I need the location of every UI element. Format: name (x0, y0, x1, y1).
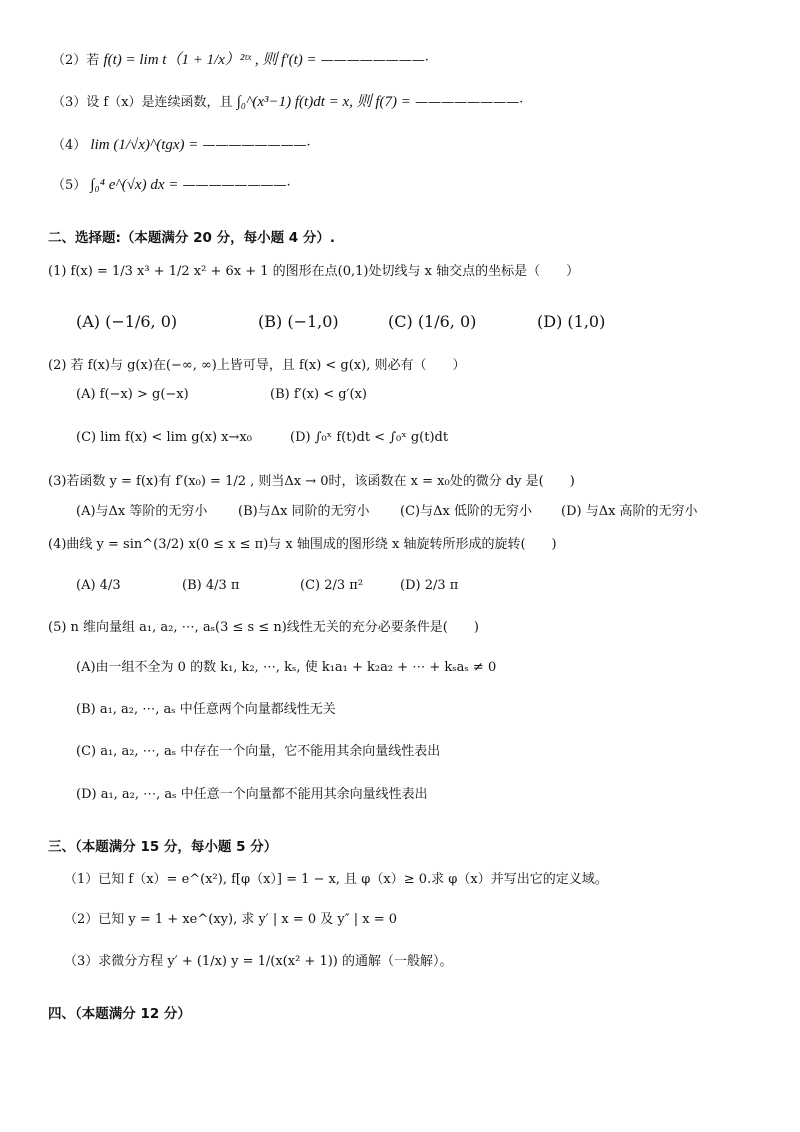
question-formula: f(t) = lim t（1 + 1/x）²ᵗˣ , 则 f′(t) = (103, 52, 317, 68)
choice-q1-option-a: (A) (−1/6, 0) (76, 312, 178, 331)
choice-q5-option-c: (C) a₁, a₂, ⋯, aₛ 中存在一个向量，它不能用其余向量线性表出 (76, 744, 441, 759)
choice-q2-option-b: (B) f′(x) < g′(x) (270, 387, 367, 402)
fill-q3: （3）设 f（x）是连续函数，且 ∫₀^(x³−1) f(t)dt = x, 则 f(7) = ————————· (52, 94, 524, 110)
choice-q2-stem: (2) 若 f(x)与 g(x)在(−∞, ∞)上皆可导，且 f(x) < g(x), 则必有（ ） (48, 358, 466, 373)
question-text: 设 f（x）是连续函数，且 (86, 95, 233, 110)
fill-q5: （5） ∫₀⁴ e^(√x) dx = ————————· (52, 177, 291, 193)
choice-q3-option-b: (B)与Δx 同阶的无穷小 (238, 504, 370, 519)
choice-q3-option-a: (A)与Δx 等阶的无穷小 (76, 504, 208, 519)
choice-q4-option-d: (D) 2/3 π (400, 578, 459, 593)
choice-q5-option-a: (A)由一组不全为 0 的数 k₁, k₂, ⋯, kₛ, 使 k₁a₁ + k₂a₂ + ⋯ + kₛaₛ ≠ 0 (76, 660, 497, 675)
question-number: （4） (52, 138, 87, 153)
choice-q3-stem: (3)若函数 y = f(x)有 f′(x₀) = 1/2 , 则当Δx → 0时，该函数在 x = x₀处的微分 dy 是( ) (48, 474, 575, 489)
choice-q2-option-a: (A) f(−x) > g(−x) (76, 387, 189, 402)
fill-q2: （2）若 f(t) = lim t（1 + 1/x）²ᵗˣ , 则 f′(t) = ————————· (52, 52, 429, 68)
choice-q5-option-d: (D) a₁, a₂, ⋯, aₛ 中任意一个向量都不能用其余向量线性表出 (76, 787, 428, 802)
choice-q4-option-b: (B) 4/3 π (182, 578, 240, 593)
choice-q1-option-c: (C) (1/6, 0) (388, 312, 477, 331)
choice-q1-option-b: (B) (−1,0) (258, 312, 339, 331)
choice-q3-option-c: (C)与Δx 低阶的无穷小 (400, 504, 532, 519)
choice-q1-option-d: (D) (1,0) (537, 312, 606, 331)
section-3-title: 三、（本题满分 15 分，每小题 5 分） (48, 839, 278, 855)
answer-blank: ———————— (320, 53, 425, 68)
question-formula: ∫₀^(x³−1) f(t)dt = x, 则 f(7) = (236, 94, 411, 110)
section-2-title: 二、选择题:（本题满分 20 分，每小题 4 分）. (48, 230, 336, 246)
choice-q5-option-b: (B) a₁, a₂, ⋯, aₛ 中任意两个向量都线性无关 (76, 702, 336, 717)
choice-q2-option-d: (D) ∫₀ˣ f(t)dt < ∫₀ˣ g(t)dt (290, 430, 449, 445)
answer-blank: ———————— (202, 138, 307, 153)
question-text: 若 (86, 53, 100, 68)
answer-blank: ———————— (182, 178, 287, 193)
section-3-q3: （3）求微分方程 y′ + (1/x) y = 1/(x(x² + 1)) 的通解（一般解）。 (64, 954, 453, 969)
answer-blank: ———————— (415, 95, 520, 110)
choice-q4-option-a: (A) 4/3 (76, 578, 121, 593)
question-number: （2） (52, 53, 87, 68)
choice-q1-stem: (1) f(x) = 1/3 x³ + 1/2 x² + 6x + 1 的图形在点(0,1)处切线与 x 轴交点的坐标是（ ） (48, 264, 580, 279)
section-3-q2: （2）已知 y = 1 + xe^(xy), 求 y′ | x = 0 及 y″ | x = 0 (64, 912, 398, 927)
question-number: （5） (52, 178, 87, 193)
choice-q4-stem: (4)曲线 y = sin^(3/2) x(0 ≤ x ≤ π)与 x 轴围成的图形绕 x 轴旋转所形成的旋转( ) (48, 537, 557, 552)
choice-q2-option-c: (C) lim f(x) < lim g(x) x→x₀ (76, 430, 252, 445)
question-formula: lim (1/√x)^(tgx) = (90, 137, 199, 153)
choice-q5-stem: (5) n 维向量组 a₁, a₂, ⋯, aₛ(3 ≤ s ≤ n)线性无关的充分必要条件是( ) (48, 620, 479, 635)
choice-q3-option-d: (D) 与Δx 高阶的无穷小 (561, 504, 698, 519)
section-3-q1: （1）已知 f（x）= e^(x²), f[φ（x）] = 1 − x, 且 φ（x）≥ 0.求 φ（x）并写出它的定义域。 (64, 872, 608, 887)
question-formula: ∫₀⁴ e^(√x) dx = (90, 177, 179, 193)
choice-q4-option-c: (C) 2/3 π² (300, 578, 364, 593)
question-number: （3） (52, 95, 87, 110)
section-4-title: 四、（本题满分 12 分） (48, 1006, 191, 1022)
fill-q4: （4） lim (1/√x)^(tgx) = ————————· (52, 137, 311, 153)
